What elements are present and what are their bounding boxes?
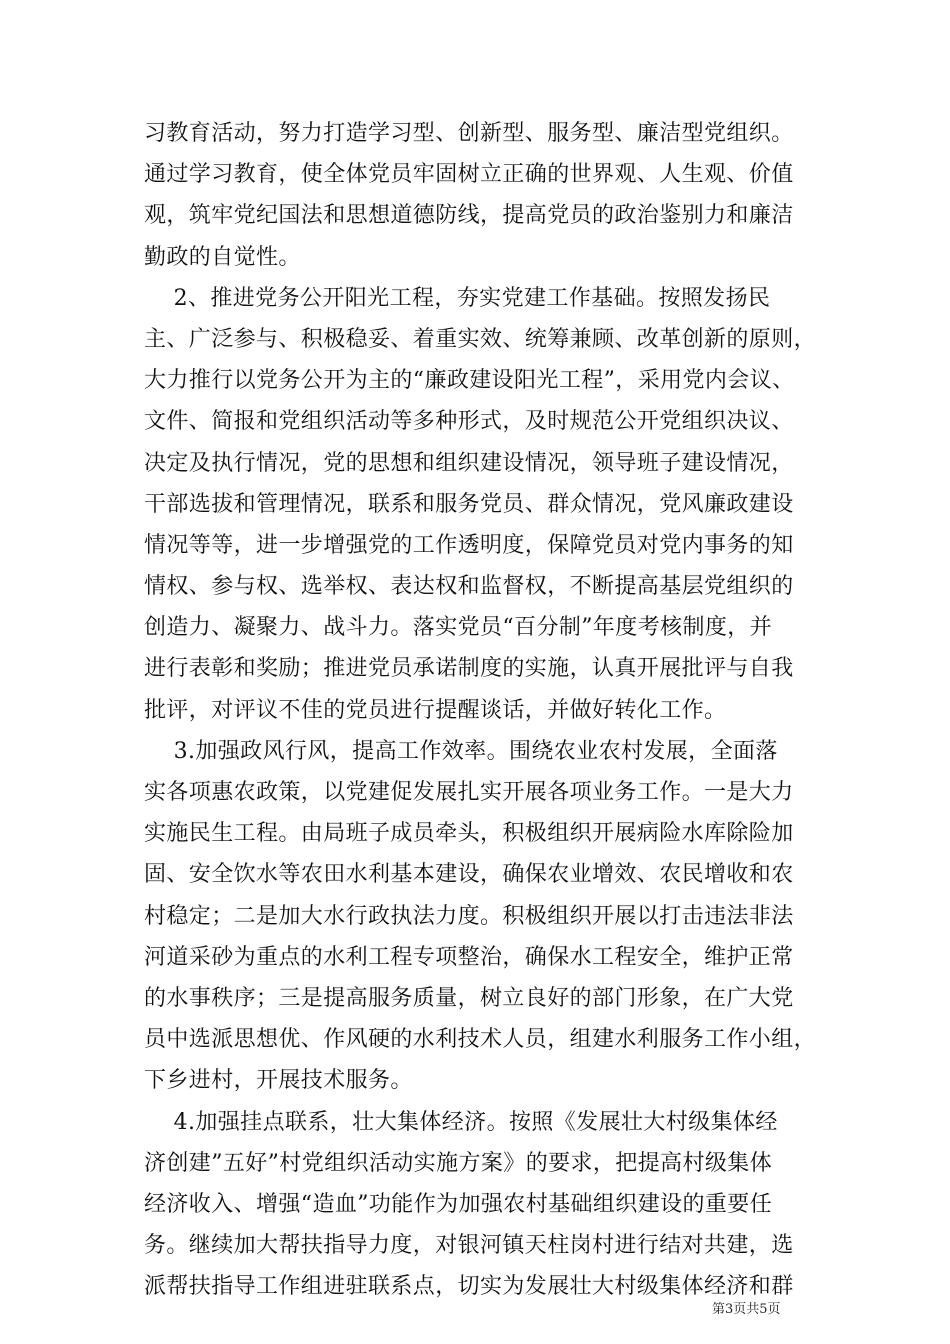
text-line: 创造力、凝聚力、战斗力。落实党员“百分制”年度考核制度，并 (144, 615, 773, 641)
text-line: 情况等等，进一步增强党的工作透明度，保障党员对党内事务的知 (144, 532, 794, 558)
page-number-footer: 第3页共5页 (712, 1302, 781, 1317)
text-line: 村稳定；二是加大水行政执法力度。积极组织开展以打击违法非法 (144, 903, 794, 929)
body-text (144, 113, 824, 1307)
text-line: 员中选派思想优、作风硬的水利技术人员，组建水利服务工作小组， (144, 1027, 817, 1053)
text-line: 固、安全饮水等农田水利基本建设，确保农业增效、农民增收和农 (144, 862, 794, 888)
text-line: 务。继续加大帮扶指导力度，对银河镇天柱岗村进行结对共建，选 (144, 1233, 794, 1259)
text-line: 实各项惠农政策，以党建促发展扎实开展各项业务工作。一是大力 (144, 780, 794, 805)
text-line: 文件、简报和党组织活动等多种形式，及时规范公开党组织决议、 (144, 409, 794, 435)
text-line: 的水事秩序；三是提高服务质量，树立良好的部门形象，在广大党 (144, 985, 794, 1011)
text-line: 2、推进党务公开阳光工程，夯实党建工作基础。按照发扬民 (144, 285, 771, 311)
text-line: 河道采砂为重点的水利工程专项整治，确保水工程安全，维护正常 (144, 944, 794, 970)
text-line: 实施民生工程。由局班子成员牵头，积极组织开展病险水库除险加 (144, 821, 794, 847)
text-line: 习教育活动，努力打造学习型、创新型、服务型、廉洁型党组织。 (144, 121, 794, 146)
text-line: 通过学习教育，使全体党员牢固树立正确的世界观、人生观、价值 (144, 162, 794, 188)
text-line: 3.加强政风行风，提高工作效率。围绕农业农村发展，全面落 (144, 738, 778, 764)
text-line: 下乡进村，开展技术服务。 (144, 1068, 413, 1094)
text-line: 4.加强挂点联系，壮大集体经济。按照《发展壮大村级集体经 (144, 1109, 778, 1135)
text-line: 决定及执行情况，党的思想和组织建设情况，领导班子建设情况， (144, 450, 794, 476)
text-line: 观，筑牢党纪国法和思想道德防线，提高党员的政治鉴别力和廉洁 (144, 203, 794, 229)
text-line: 大力推行以党务公开为主的“廉政建设阳光工程”，采用党内会议、 (144, 368, 795, 394)
text-line: 进行表彰和奖励；推进党员承诺制度的实施，认真开展批评与自我 (144, 656, 794, 682)
text-line: 经济收入、增强“造血”功能作为加强农村基础组织建设的重要任 (144, 1191, 773, 1217)
text-line: 济创建”五好”村党组织活动实施方案》的要求，把提高村级集体 (144, 1150, 773, 1176)
text-line: 干部选拔和管理情况，联系和服务党员、群众情况，党风廉政建设 (144, 491, 794, 517)
text-line: 派帮扶指导工作组进驻联系点，切实为发展壮大村级集体经济和群 (144, 1274, 794, 1300)
text-line: 批评，对评议不佳的党员进行提醒谈话，并做好转化工作。 (144, 697, 727, 723)
text-line: 主、广泛参与、积极稳妥、着重实效、统筹兼顾、改革创新的原则， (144, 326, 817, 352)
text-line: 情权、参与权、选举权、表达权和监督权，不断提高基层党组织的 (144, 574, 794, 600)
text-line: 勤政的自觉性。 (144, 244, 301, 270)
